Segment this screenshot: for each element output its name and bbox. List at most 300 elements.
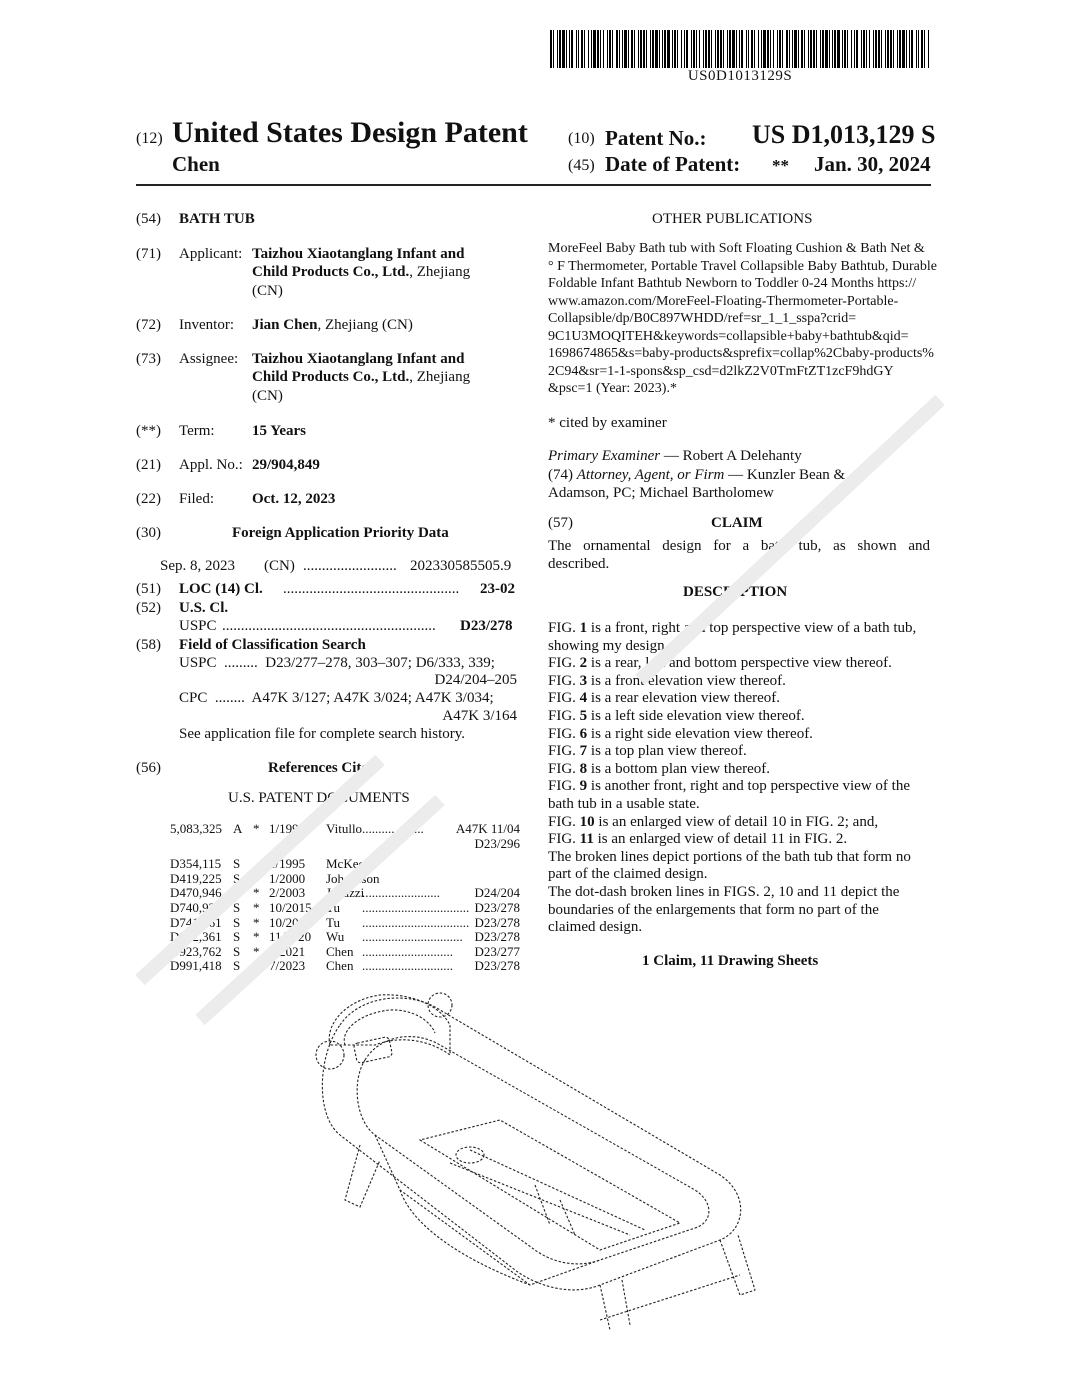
code-54: (54) [136,211,161,227]
barcode-bar [861,30,862,68]
barcode-bar [869,30,870,68]
other-publications-heading: OTHER PUBLICATIONS [652,211,813,227]
priority-date: Sep. 8, 2023 [160,558,235,574]
barcode-bar [634,30,635,68]
barcode-bar [717,30,719,68]
code-58: (58) [136,637,161,653]
reference-row [170,958,520,973]
references-heading: References Cited [268,760,377,776]
reference-row [170,885,520,900]
figure-number: 8 [579,760,588,777]
applicant-label: Applicant: [179,246,243,262]
ref-star: * [253,821,260,836]
barcode-bar [911,30,913,68]
barcode-bar [609,30,611,68]
description-line [548,795,700,813]
ref-class: D23/277 [474,943,520,959]
code-10: (10) [568,130,595,147]
barcode-bar [822,30,824,68]
ref-star: * [253,929,260,945]
ref-kind: S [233,943,241,959]
description-text: FIG. [548,760,580,777]
barcode-bar [593,30,596,68]
barcode-bar [808,30,809,68]
loc-dots: ............................................... [283,581,460,597]
uspc-value: D23/278 [460,618,513,634]
description-text: The dot-dash broken lines in FIGS. 2, 10 and 11 depict the [548,884,900,900]
ref-class: D23/278 [474,914,520,930]
ref-dots: ................... [362,821,424,836]
description-line [548,707,805,725]
reference-row [170,856,520,871]
barcode-bar [897,30,898,68]
barcode-bar [773,30,774,68]
description-text: is a rear elevation view thereof. [587,690,780,707]
barcode-bar [820,30,821,68]
barcode-bar [816,30,817,68]
barcode-bar [646,30,647,68]
barcode-bar [921,30,923,68]
uspc-dots: ......................................................... [222,618,436,634]
description-heading: DESCRIPTION [683,584,788,600]
barcode-bar [662,30,663,68]
assignee-label: Assignee: [179,351,239,367]
barcode-bar [863,30,865,68]
barcode-bar [792,30,793,68]
description-text: is an enlarged view of detail 11 in FIG. 2. [593,831,848,848]
description-text: is an enlarged view of detail 10 in FIG. 2; and, [594,813,879,830]
ref-kind: S [233,870,241,886]
bath-tub-drawing [300,985,760,1330]
assignee-line3: (CN) [252,388,283,404]
description-text: claimed design. [548,919,643,936]
ref-number: D740,923 [170,900,222,915]
barcode-bar [890,30,892,68]
reference-row [170,821,520,836]
barcode-bar [650,30,651,68]
barcode-bar [887,30,889,68]
barcode-bar [640,30,642,68]
barcode-bar [825,30,828,68]
barcode-bar [741,30,743,68]
barcode-bar [674,30,676,68]
ref-date: 6/2021 [269,943,306,959]
priority-country: (CN) [264,558,295,574]
barcode-bar [829,30,830,68]
date-label: Date of Patent: [605,152,741,176]
barcode-bar [875,30,877,68]
barcode-bar [638,30,639,68]
date-asterisks: ** [772,156,789,175]
barcode-bar [664,30,666,68]
appl-no-value: 29/904,849 [252,457,320,473]
barcode-bar [600,30,601,68]
ref-kind: S [233,914,241,930]
barcode-bar [782,30,783,68]
ref-class: D23/278 [474,929,520,945]
barcode-bar [810,30,812,68]
barcode-bar [779,30,781,68]
claim-text-line1: The ornamental design for a bath tub, as shown and [548,538,930,554]
barcode-bar [758,30,759,68]
description-line [548,813,878,831]
barcode-bar [736,30,737,68]
barcode-bar [672,30,673,68]
barcode-bar [899,30,901,68]
patent-date: Jan. 30, 2024 [814,152,931,176]
ref-number: 5,083,325 [170,821,222,836]
barcode-bar [909,30,910,68]
barcode-bar [578,30,579,68]
barcode-bar [746,30,747,68]
ref-star: * [253,900,260,915]
priority-number: 202330585505.9 [410,558,512,574]
ref-kind: S [233,900,241,915]
figure-number: 5 [579,708,588,724]
ref-number: D470,946 [170,885,222,901]
assignee-line1: Taizhou Xiaotanglang Infant and [252,351,465,367]
barcode-bar [686,30,688,68]
other-publication-line: 9C1U3MOQITEH&keywords=collapsible+baby+bathtub&qid= [548,328,909,344]
description-line [548,830,847,848]
barcode-bar [720,30,722,68]
description-line [548,725,813,743]
description-line [548,654,892,672]
barcode-bar [628,30,629,68]
figure-number: 3 [579,672,588,689]
barcode-bar [624,30,627,68]
ref-date: 10/2015 [269,900,312,915]
code-56: (56) [136,760,161,776]
barcode-bar [588,30,589,68]
applicant-line3: (CN) [252,283,283,299]
description-text: part of the claimed design. [548,866,708,883]
ref-star: * [253,885,260,901]
ref-dots: ............................ [362,943,453,959]
barcode-bar [866,30,867,68]
barcode-bar [557,30,558,68]
barcode-bar [847,30,848,68]
ref-date: 1/1995 [269,856,306,872]
field-uspc-line1: USPC ......... D23/277–278, 303–307; D6/333, 339; [179,655,495,671]
barcode-bar [761,30,762,68]
claim-heading: CLAIM [711,515,763,531]
barcode-bar [681,30,682,68]
barcode-bar [711,30,712,68]
description-line [548,672,786,690]
ref-dots: ................................. [362,900,470,915]
attorney-line2: Adamson, PC; Michael Bartholomew [548,485,774,501]
figure-number: 6 [579,725,588,742]
patent-number: US D1,013,129 S [752,120,936,149]
barcode-bar [770,30,771,68]
ref-star: * [253,958,260,974]
barcode-bar [616,30,618,68]
barcode-bar [856,30,858,68]
figure-number: 11 [579,831,594,848]
code-term: (**) [136,423,161,439]
field-search-heading: Field of Classification Search [179,637,366,653]
ref-date: 10/2015 [269,914,312,930]
ref-kind: A [233,821,243,836]
ref-kind: S [233,885,241,901]
reference-row [170,915,520,930]
ref-name: Chen [326,943,354,959]
barcode-bar [918,30,919,68]
ref-class: A47K 11/04 [455,821,520,836]
code-52: (52) [136,600,161,616]
description-text: FIG. [548,725,580,742]
us-patent-docs-heading: U.S. PATENT DOCUMENTS [228,790,410,806]
barcode-bar [837,30,840,68]
description-line [548,865,708,883]
barcode-bar [652,30,654,68]
reference-row [170,900,520,915]
description-text: The broken lines depict portions of the bath tub that form no [548,848,911,865]
primary-examiner: Primary Examiner — Robert A Delehanty [548,448,802,464]
description-text: showing my design. [548,637,669,654]
barcode-bar [603,30,604,68]
barcode-bar [767,30,769,68]
attorney-line1: (74) Attorney, Agent, or Firm — Kunzler Bean & [548,467,846,483]
code-57: (57) [548,515,573,531]
other-publication-line: MoreFeel Baby Bath tub with Soft Floating Cushion & Bath Net & [548,241,925,256]
barcode-bar [748,30,749,68]
description-text: FIG. [548,672,580,689]
barcode-bar [878,30,880,68]
inventor-surname: Chen [172,152,220,176]
description-line [548,742,747,760]
ref-date: 2/2003 [269,885,306,901]
barcode-bar [566,30,567,68]
description-text: FIG. [548,813,580,830]
code-12: (12) [136,130,163,147]
other-publication-line: 2C94&sr=1-1-spons&sp_csd=d2lkZ2V0TmFtZT1zcF9hdGY [548,363,894,379]
code-30: (30) [136,525,161,541]
ref-kind: S [233,958,241,974]
design-title: BATH TUB [179,211,255,227]
description-line [548,760,770,778]
barcode-bar [643,30,645,68]
search-history-note: See application file for complete search history. [179,726,466,742]
description-line [548,777,910,795]
description-text: is a top plan view thereof. [587,743,747,760]
description-line [548,689,780,707]
other-publication-line: &psc=1 (Year: 2023).* [548,381,677,396]
ref-name: Jacuzzi [326,885,365,901]
barcode-bar [727,30,728,68]
ref-dots: ............................ [362,958,453,974]
barcode-bar [893,30,894,68]
ref-number: D741,461 [170,914,222,930]
barcode-bar [777,30,778,68]
reference-row [170,929,520,944]
barcode-bar [739,30,740,68]
barcode-bar [804,30,805,68]
barcode-bar [677,30,678,68]
description-text: FIG. [548,831,580,848]
barcode-bar [550,30,552,68]
assignee-line2: Child Products Co., Ltd., Zhejiang [252,369,471,385]
barcode-bar [902,30,905,68]
ref-name: Wu [326,929,345,945]
barcode-bar [873,30,874,68]
filed-value: Oct. 12, 2023 [252,491,336,507]
barcode-number: US0D1013129S [687,68,793,84]
ref-dots: ........................ [362,885,440,901]
code-72: (72) [136,317,161,333]
barcode-bar [789,30,790,68]
ref-number: D923,762 [170,943,222,959]
term-value: 15 Years [252,423,307,439]
barcode-bar [584,30,585,68]
loc-label: LOC (14) Cl. [179,581,263,597]
ref-name: McKeone [326,856,378,872]
description-line [548,883,899,901]
description-text: FIG. [548,778,580,795]
code-51: (51) [136,581,161,597]
barcode-bar [916,30,917,68]
patent-no-label: Patent No.: [605,126,707,150]
barcode-bar [691,30,692,68]
barcode-bar [693,30,695,68]
barcode-bar [751,30,753,68]
reference-row [170,944,520,959]
description-text: FIG. [548,655,580,672]
us-cl-label: U.S. Cl. [179,600,229,616]
barcode-bar [684,30,685,68]
other-publication-line: 1698674865&s=baby-products&sprefix=collap%2Cbaby-products% [548,346,934,361]
figure-number: 10 [579,813,595,830]
description-text: FIG. [548,690,580,707]
other-publications-text [548,240,937,398]
barcode-bar [763,30,766,68]
barcode-bar [553,30,554,68]
barcode-bar [619,30,620,68]
priority-dots: ......................... [303,558,397,574]
description-text: is another front, right and top perspective view of the [587,778,910,795]
applicant-line2: Child Products Co., Ltd., Zhejiang [252,264,471,280]
barcode-bar [854,30,855,68]
claims-sheets-count: 1 Claim, 11 Drawing Sheets [642,953,819,969]
barcode-bar [729,30,731,68]
code-73: (73) [136,351,161,367]
ref-name: Vitullo [326,821,363,836]
ref-dots: ................................. [362,914,470,930]
code-21: (21) [136,457,161,473]
barcode-bar [801,30,803,68]
barcode-bar [708,30,710,68]
code-71: (71) [136,246,161,262]
barcode [550,30,930,68]
description-text: FIG. [548,743,580,760]
barcode-bar [754,30,755,68]
barcode-bar [597,30,599,68]
barcode-bar [844,30,846,68]
applicant-line1: Taizhou Xiaotanglang Infant and [252,246,465,262]
ref-date: 7/2023 [269,958,306,974]
code-22: (22) [136,491,161,507]
ref-name: Tu [326,900,340,915]
ref-number: D419,225 [170,870,222,886]
patent-type-title: United States Design Patent [172,116,528,149]
inventor-value: Jian Chen, Zhejiang (CN) [252,317,413,333]
figure-number: 1 [579,620,588,636]
inventor-label: Inventor: [179,317,234,333]
figure-number: 7 [579,743,588,760]
ref-dots: ............................... [362,929,463,945]
figure-number: 9 [579,778,588,795]
barcode-bar [924,30,925,68]
description-line [548,901,879,919]
ref-number: D354,115 [170,856,222,872]
term-label: Term: [179,423,215,439]
ref-star: * [253,914,260,930]
filed-label: Filed: [179,491,215,507]
barcode-bar [798,30,799,68]
priority-heading: Foreign Application Priority Data [232,525,449,541]
barcode-bar [705,30,707,68]
code-45: (45) [568,157,595,174]
ref-number: D902,361 [170,929,222,945]
barcode-bar [571,30,573,68]
ref-number: D991,418 [170,958,222,974]
ref-class: D23/296 [474,835,520,851]
barcode-bar [885,30,886,68]
ref-date: 1/2000 [269,870,306,886]
barcode-bar [612,30,613,68]
barcode-bar [591,30,592,68]
appl-no-label: Appl. No.: [179,457,243,473]
figure-number: 2 [579,655,588,672]
other-publication-line: www.amazon.com/MoreFeel-Floating-Thermometer-Portable- [548,293,899,309]
barcode-bar [794,30,797,68]
ref-kind: S [233,856,241,872]
barcode-bar [559,30,561,68]
ref-name: Johansson [326,870,380,886]
barcode-bar [786,30,788,68]
description-text: is a left side elevation view thereof. [587,708,805,724]
barcode-bar [607,30,608,68]
other-publication-line: Collapsible/dp/B0C897WHDD/ref=sr_1_1_sspa?crid= [548,311,857,326]
barcode-bar [813,30,815,68]
barcode-bar [667,30,670,68]
reference-row [170,836,520,851]
other-publication-line: ° F Thermometer, Portable Travel Collapsible Baby Bathtub, Durable [548,258,937,274]
barcode-bar [832,30,833,68]
other-publication-line: Foldable Infant Bathtub Newborn to Toddler 0-24 Months https:// [548,276,917,291]
barcode-bar [622,30,623,68]
ref-date: 11/2020 [269,929,312,945]
figure-number: 4 [579,690,588,707]
barcode-bar [569,30,570,68]
barcode-bar [881,30,882,68]
description-line [548,619,916,637]
barcode-bar [906,30,907,68]
description-text: boundaries of the enlargements that form no part of the [548,901,879,918]
description-text: is a front elevation view thereof. [587,672,786,689]
ref-class: D23/278 [474,900,520,915]
description-line [548,848,911,866]
barcode-bar [659,30,660,68]
ref-class: D23/278 [474,958,520,974]
claim-text-line2: described. [548,556,610,572]
barcode-bar [699,30,700,68]
barcode-bar [834,30,836,68]
barcode-bar [562,30,565,68]
barcode-bar [655,30,658,68]
description-text: FIG. [548,708,580,724]
